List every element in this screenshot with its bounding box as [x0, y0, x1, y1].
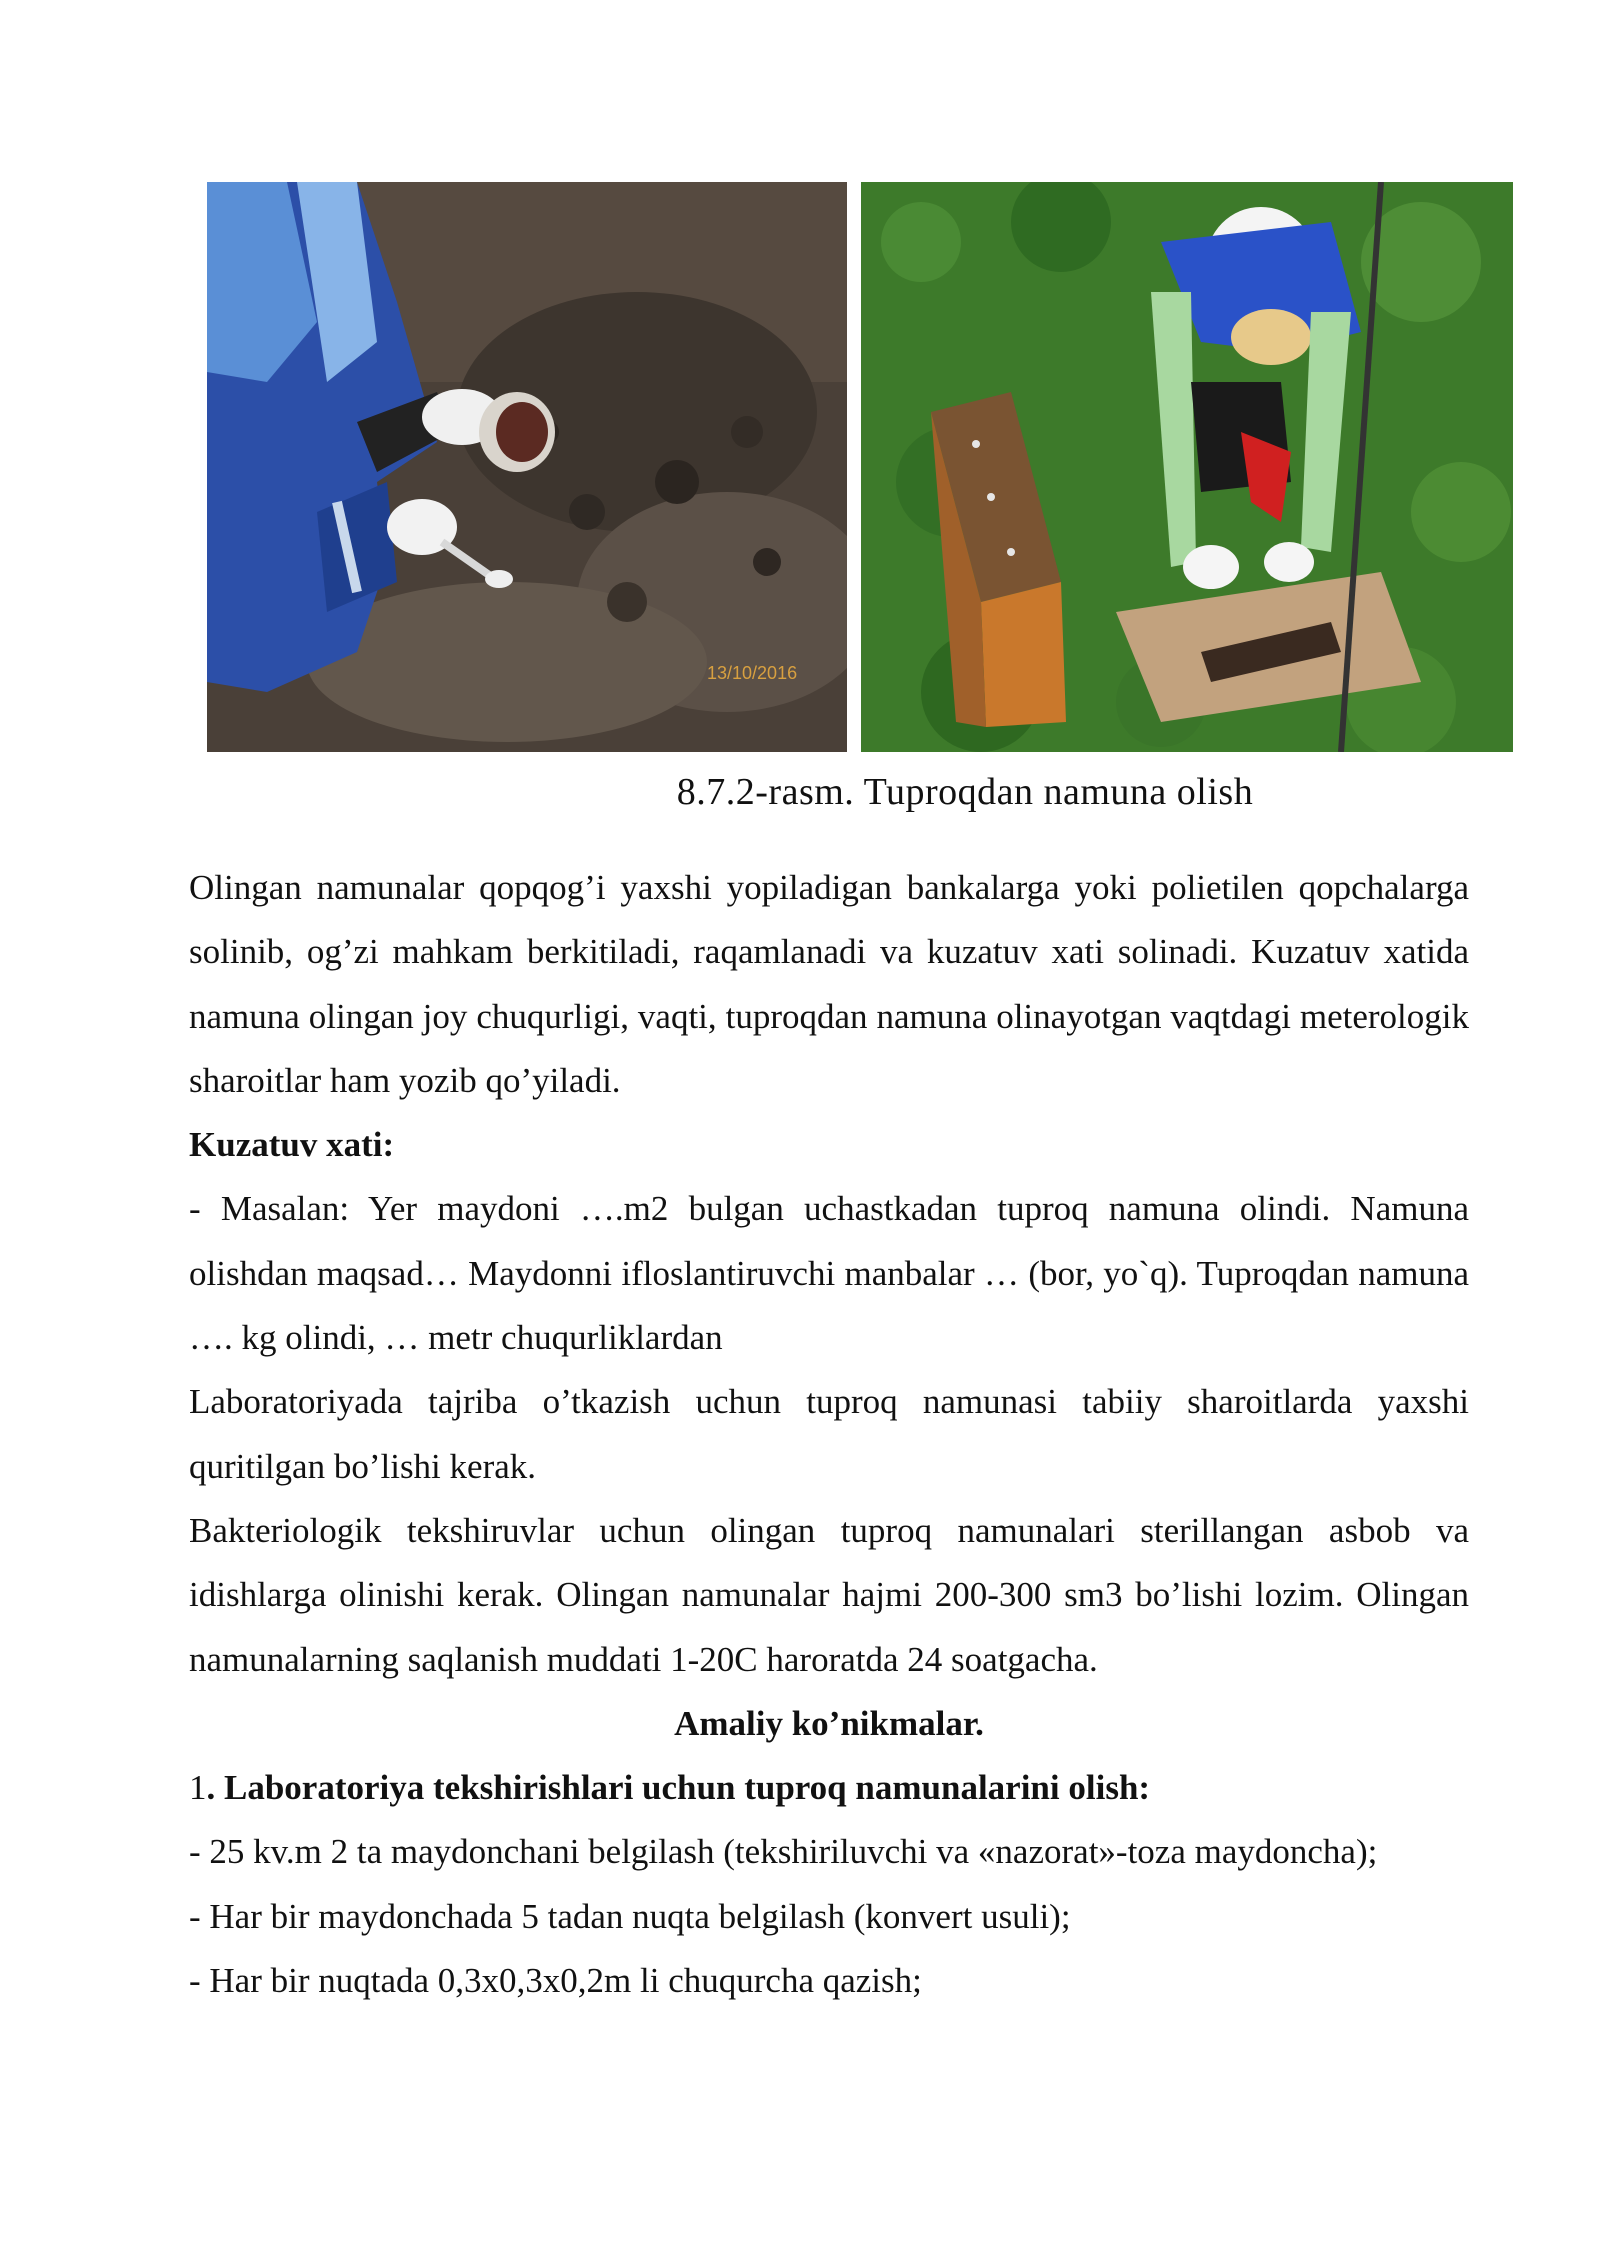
soil-sampling-photo-right: [861, 182, 1513, 752]
heading-kuzatuv-xati: Kuzatuv xati:: [189, 1125, 395, 1165]
soil-jar-photo-image: [207, 182, 847, 752]
soil-sampling-photo-left: [207, 182, 847, 752]
bullet-item: - Har bir nuqtada 0,3x0,3x0,2m li chuqurcha qazish;: [189, 1961, 922, 2001]
paragraph-bacteriology: Bakteriologik tekshiruvlar uchun olingan tuproq namunalari sterillangan asbob va idishlarga olinishi kerak. Olingan namunalar hajmi 200-300 sm3 bo’lishi lozim. Olingan namunalarning saqlanish muddati 1-20C haroratda 24 soatgacha.: [189, 1510, 1469, 1679]
soil-box-photo-image: [861, 182, 1513, 752]
list-item-heading: [189, 1756, 1469, 1820]
document-body: [189, 856, 1469, 2013]
bullet-item: - Har bir maydonchada 5 tadan nuqta belgilash (konvert usuli);: [189, 1896, 1071, 1936]
heading-amaliy-konikmalar: Amaliy ko’nikmalar.: [674, 1703, 984, 1743]
paragraph-example: - Masalan: Yer maydoni ….m2 bulgan uchastkadan tuproq namuna olindi. Namuna olishdan maqsad… Maydonni ifloslantiruvchi manbalar … (bor, yo`q). Tuproqdan namuna …. kg olindi, … metr chuqurliklardan: [189, 1189, 1469, 1358]
bullet-item: - 25 kv.m 2 ta maydonchani belgilash (tekshiriluvchi va «nazorat»-toza maydoncha);: [189, 1832, 1378, 1872]
paragraph-laboratory: Laboratoriyada tajriba o’tkazish uchun tuproq namunasi tabiiy sharoitlarda yaxshi quritilgan bo’lishi kerak.: [189, 1382, 1469, 1486]
paragraph-sample-storage: Olingan namunalar qopqog’i yaxshi yopiladigan bankalarga yoki polietilen qopchalarga solinib, og’zi mahkam berkitiladi, raqamlanadi va kuzatuv xati solinadi. Kuzatuv xatida namuna olingan joy chuqurligi, vaqti, tuproqdan namuna olinayotgan vaqtdagi meterologik sharoitlar ham yozib qo’yiladi.: [189, 868, 1469, 1100]
photo-date-stamp: 13/10/2016: [707, 663, 798, 683]
list-item-title: . Laboratoriya tekshirishlari uchun tuproq namunalarini olish:: [206, 1768, 1151, 1808]
list-number: 1: [189, 1768, 207, 1808]
figure-caption: 8.7.2-rasm. Tuproqdan namuna olish: [676, 771, 1254, 813]
